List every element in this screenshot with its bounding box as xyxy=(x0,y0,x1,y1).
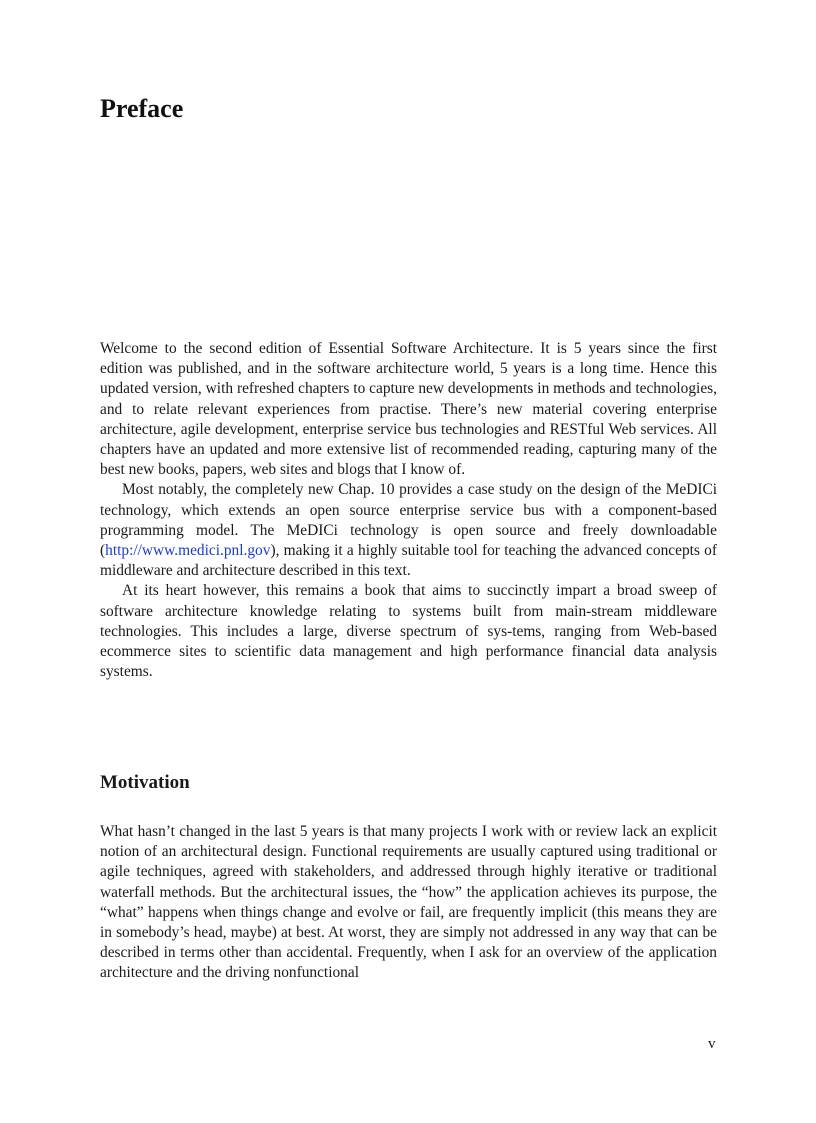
motivation-paragraph-1: What hasn’t changed in the last 5 years is that many projects I work with or review lack an explicit notion of an architectural design. Functional requirements are usually captured using traditional or agile techniques, agreed with stakeholders, and addressed through highly iterative or traditional waterfall methods. But the architectural issues, the “how” the application achieves its purpose, the “what” happens when things change and evolve or fail, are frequently implicit (this means they are in somebody’s head, maybe) at best. At worst, they are simply not addressed in any way that can be described in terms other than accidental. Frequently, when I ask for an overview of the application architecture and the driving nonfunctional xyxy=(100,823,717,982)
motivation-section xyxy=(100,822,717,984)
page-title: Preface xyxy=(100,94,184,123)
intro-section xyxy=(100,339,717,682)
intro-paragraph-1: Welcome to the second edition of Essential Software Architecture. It is 5 years since the first edition was published, and in the software architecture world, 5 years is a long time. Hence this updated version, with refreshed chapters to capture new developments in methods and technologies, and to relate relevant experiences from practise. There’s new material covering enterprise architecture, agile development, enterprise service bus technologies and RESTful Web services. All chapters have an updated and more extensive list of recommended reading, capturing many of the best new books, papers, web sites and blogs that I know of. xyxy=(100,340,717,479)
motivation-heading: Motivation xyxy=(100,772,190,793)
intro-paragraph-3: At its heart however, this remains a book that aims to succinctly impart a broad sweep of software architecture knowledge relating to systems built from main-stream middleware technologies. This includes a large, diverse spectrum of sys-tems, ranging from Web-based ecommerce sites to scientific data management and high performance financial data analysis systems. xyxy=(100,582,717,681)
medici-link[interactable]: http://www.medici.pnl.gov xyxy=(105,542,271,560)
page-number: v xyxy=(708,1036,716,1052)
intro-paragraph-2-text-before: Most notably, the completely new Chap. 10 provides a case study on the design of the MeDICi technology, which extends an open source enterprise service bus with a component-based programming model. The MeDICi technology is open source and freely downloadable ( xyxy=(100,481,717,560)
intro-paragraph-2 xyxy=(100,480,717,581)
intro-paragraph-2-text-after: ), making it a highly suitable tool for teaching the advanced concepts of middleware and architecture described in this text. xyxy=(100,542,717,580)
